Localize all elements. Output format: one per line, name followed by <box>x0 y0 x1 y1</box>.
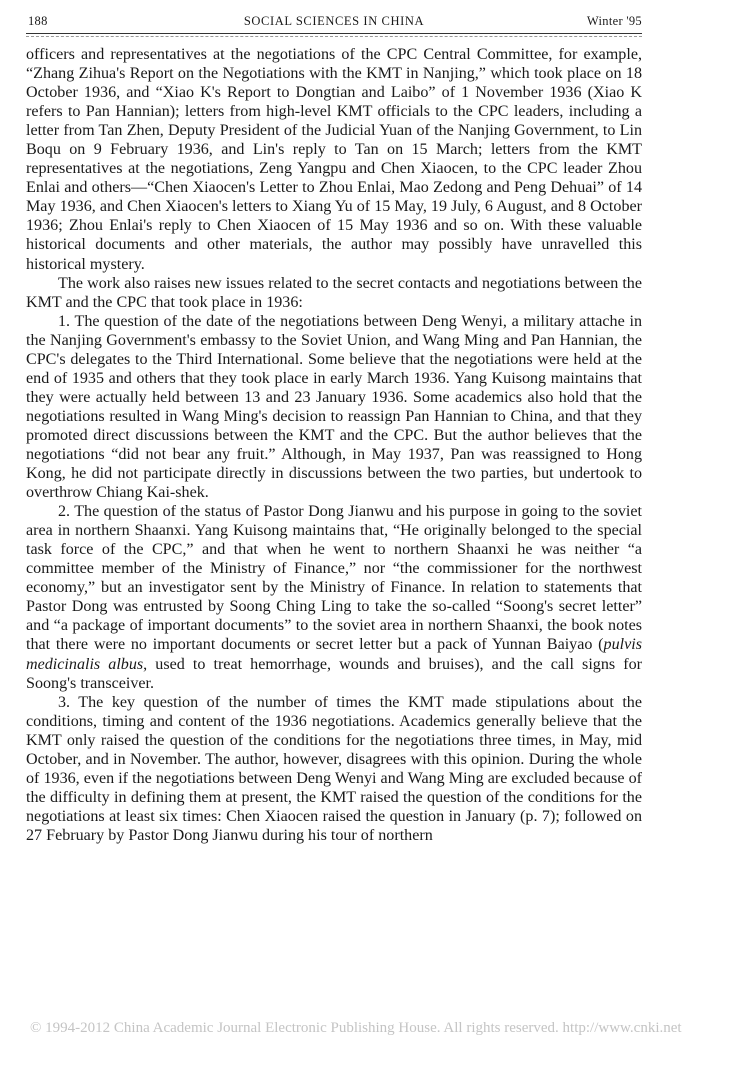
paragraph-issue-2 <box>26 502 642 692</box>
issue-label: Winter '95 <box>586 14 642 28</box>
paragraph-intro-issues: The work also raises new issues related to the secret contacts and negotiations between the KMT and the CPC that took place in 1936: <box>26 274 642 311</box>
article-body <box>26 45 642 845</box>
paragraph-issue-3: 3. The key question of the number of times the KMT made stipulations about the conditions, timing and content of the 1936 negotiations. Academics generally believe that the KMT only raised the question of the conditions for the negotiations three times, in May, mid October, and in November. The author, however, disagrees with this opinion. During the whole of 1936, even if the negotiations between Deng Wenyi and Wang Ming are excluded because of the difficulty in defining them at present, the KMT raised the question of the conditions for the negotiations at least six times: Chen Xiaocen raised the question in January (p. 7); followed on 27 February by Pastor Dong Jianwu during his tour of northern <box>26 693 642 844</box>
issue-2-text-end: , used to treat hemorrhage, wounds and bruises), and the call signs for Soong's transceiver. <box>26 655 642 692</box>
latin-term: pulvis medicinalis albus <box>26 636 642 673</box>
copyright-footer: © 1994-2012 China Academic Journal Electronic Publishing House. All rights reserved. http://www.cnki.net <box>30 1020 682 1036</box>
issue-2-text-start: 2. The question of the status of Pastor Dong Jianwu and his purpose in going to the soviet area in northern Shaanxi. Yang Kuisong maintains that, “He originally belonged to the special task force of the CPC,” and that when he went to northern Shaanxi he was neither “a committee member of the Ministry of Finance,” nor “the commissioner for the northwest economy,” but an investigator sent by the Ministry of Finance. In relation to statements that Pastor Dong was entrusted by Soong Ching Ling to take the so-called “Soong's secret letter” and “a package of important documents” to the soviet area in northern Shaanxi, the book notes that there were no important documents or secret letter but a pack of Yunnan Baiyao ( <box>26 503 642 654</box>
header-rule-dashed <box>26 36 642 37</box>
page-number: 188 <box>28 14 48 28</box>
journal-title: SOCIAL SCIENCES IN CHINA <box>243 14 425 28</box>
paragraph-continuation: officers and representatives at the negotiations of the CPC Central Committee, for example, “Zhang Zihua's Report on the Negotiations with the KMT in Nanjing,” which took place on 18 October 1936, and “Xiao K's Report to Dongtian and Laibo” of 1 November 1936 (Xiao K refers to Pan Hannian); letters from high-level KMT officials to the CPC leaders, including a letter from Tan Zhen, Deputy President of the Judicial Yuan of the Nanjing Government, to Lin Boqu on 9 February 1936, and Lin's reply to Tan on 15 March; letters from the KMT representatives at the negotiations, Zeng Yangpu and Chen Xiaocen, to the CPC leader Zhou Enlai and others—“Chen Xiaocen's Letter to Zhou Enlai, Mao Zedong and Peng Dehuai” of 14 May 1936, and Chen Xiaocen's letters to Xiang Yu of 15 May, 19 July, 6 August, and 8 October 1936; Zhou Enlai's reply to Chen Xiaocen of 15 May 1936 and so on. With these valuable historical documents and other materials, the author may possibly have unravelled this historical mystery. <box>26 46 642 273</box>
running-header <box>26 12 642 32</box>
paragraph-issue-1: 1. The question of the date of the negotiations between Deng Wenyi, a military attache in the Nanjing Government's embassy to the Soviet Union, and Wang Ming and Pan Hannian, the CPC's delegates to the Third International. Some believe that the negotiations were held at the end of 1935 and others that they took place in early March 1936. Yang Kuisong maintains that they were actually held between 13 and 23 January 1936. Some academics also hold that the negotiations resulted in Wang Ming's decision to reassign Pan Hannian to China, and that they promoted direct discussions between the KMT and the CPC. But the author believes that the negotiations “did not bear any fruit.” Although, in May 1937, Pan was reassigned to Hong Kong, he did not participate directly in discussions between the two parties, but undertook to overthrow Chiang Kai-shek. <box>26 312 642 502</box>
header-rule <box>26 33 642 34</box>
